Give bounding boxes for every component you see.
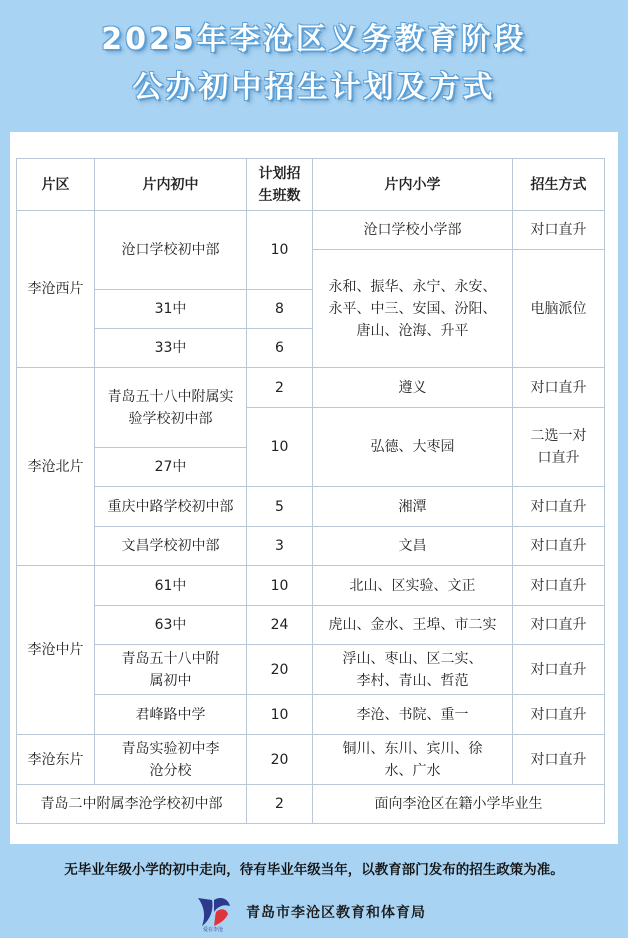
method-cell: 对口直升: [513, 527, 605, 566]
page-title-line1: 2025年李沧区义务教育阶段: [101, 22, 527, 57]
primary-text: 永和、振华、永宁、永安、永平、中三、安国、汾阳、唐山、沧海、升平: [328, 278, 497, 339]
primary-cell: 文昌: [313, 527, 513, 566]
primary-cell: 虎山、金水、王埠、市二实: [313, 606, 513, 645]
classes-cell: 6: [247, 329, 313, 368]
table-card: [10, 132, 618, 844]
primary-cell: 沧口学校小学部: [313, 211, 513, 250]
school-cell: 君峰路中学: [95, 695, 247, 735]
header-primary: 片内小学: [313, 159, 513, 211]
classes-cell: 24: [247, 606, 313, 645]
method-cell: 对口直升: [513, 735, 605, 785]
school-cell: 63中: [95, 606, 247, 645]
school-text: 青岛五十八中附属初中: [121, 650, 220, 689]
method-cell: [513, 408, 605, 487]
district-cell: 李沧中片: [17, 566, 95, 735]
table-row: [17, 735, 605, 785]
method-cell: 对口直升: [513, 695, 605, 735]
classes-cell: 8: [247, 290, 313, 329]
table-row: [17, 211, 605, 250]
school-cell: 沧口学校初中部: [95, 211, 247, 290]
school-cell: 27中: [95, 448, 247, 487]
footer: [190, 892, 426, 932]
primary-cell: 面向李沧区在籍小学毕业生: [313, 785, 605, 824]
primary-cell: 湘潭: [313, 487, 513, 527]
table-row: [17, 695, 605, 735]
method-cell: 对口直升: [513, 645, 605, 695]
department-name: 青岛市李沧区教育和体育局: [246, 905, 426, 921]
classes-cell: 2: [247, 368, 313, 408]
classes-cell: 10: [247, 566, 313, 606]
school-cell: [95, 368, 247, 448]
method-cell: 对口直升: [513, 487, 605, 527]
primary-text: 浮山、枣山、区二实、李村、青山、哲范: [342, 650, 483, 689]
table-row: [17, 487, 605, 527]
classes-cell: 20: [247, 645, 313, 695]
classes-cell: 10: [247, 408, 313, 487]
district-cell: 李沧北片: [17, 368, 95, 566]
school-cell: 青岛二中附属李沧学校初中部: [17, 785, 247, 824]
school-cell: [95, 645, 247, 695]
classes-cell: 5: [247, 487, 313, 527]
method-cell: 对口直升: [513, 606, 605, 645]
table-row: [17, 368, 605, 408]
classes-cell: 10: [247, 211, 313, 290]
school-cell: 33中: [95, 329, 247, 368]
school-cell: 61中: [95, 566, 247, 606]
school-text: 青岛实验初中李沧分校: [121, 740, 220, 779]
page-title-line2: 公办初中招生计划及方式: [132, 70, 496, 105]
policy-note: 无毕业年级小学的初中走向，待有毕业年级当年，以教育部门发布的招生政策为准。: [64, 862, 564, 878]
table-header-row: [17, 159, 605, 211]
header-classes: [247, 159, 313, 211]
header-classes-label: 计划招生班数: [258, 165, 301, 204]
header-school: 片内初中: [95, 159, 247, 211]
school-cell: 重庆中路学校初中部: [95, 487, 247, 527]
primary-text: 铜川、东川、宾川、徐水、广水: [342, 740, 483, 779]
header-method: 招生方式: [513, 159, 605, 211]
header-district: 片区: [17, 159, 95, 211]
district-cell: 李沧东片: [17, 735, 95, 785]
enrollment-table: [16, 158, 605, 824]
primary-cell: 李沧、书院、重一: [313, 695, 513, 735]
primary-cell: 遵义: [313, 368, 513, 408]
school-cell: 文昌学校初中部: [95, 527, 247, 566]
school-cell: [95, 735, 247, 785]
primary-cell: [313, 735, 513, 785]
district-cell: 李沧西片: [17, 211, 95, 368]
logo-text: 爱在李沧: [202, 927, 224, 932]
classes-cell: 2: [247, 785, 313, 824]
school-text: 青岛五十八中附属实验学校初中部: [107, 388, 234, 427]
classes-cell: 3: [247, 527, 313, 566]
method-cell: 对口直升: [513, 368, 605, 408]
school-cell: 31中: [95, 290, 247, 329]
primary-cell: 弘德、大枣园: [313, 408, 513, 487]
method-cell: 电脑派位: [513, 250, 605, 368]
primary-cell: 北山、区实验、文正: [313, 566, 513, 606]
classes-cell: 20: [247, 735, 313, 785]
table-row: [17, 645, 605, 695]
classes-cell: 10: [247, 695, 313, 735]
primary-cell: [313, 250, 513, 368]
table-row: [17, 785, 605, 824]
table-row: [17, 606, 605, 645]
method-text: 二选一对口直升: [530, 428, 587, 466]
bureau-logo: [190, 892, 236, 932]
table-row: [17, 527, 605, 566]
table-row: [17, 566, 605, 606]
primary-cell: [313, 645, 513, 695]
method-cell: 对口直升: [513, 211, 605, 250]
method-cell: 对口直升: [513, 566, 605, 606]
